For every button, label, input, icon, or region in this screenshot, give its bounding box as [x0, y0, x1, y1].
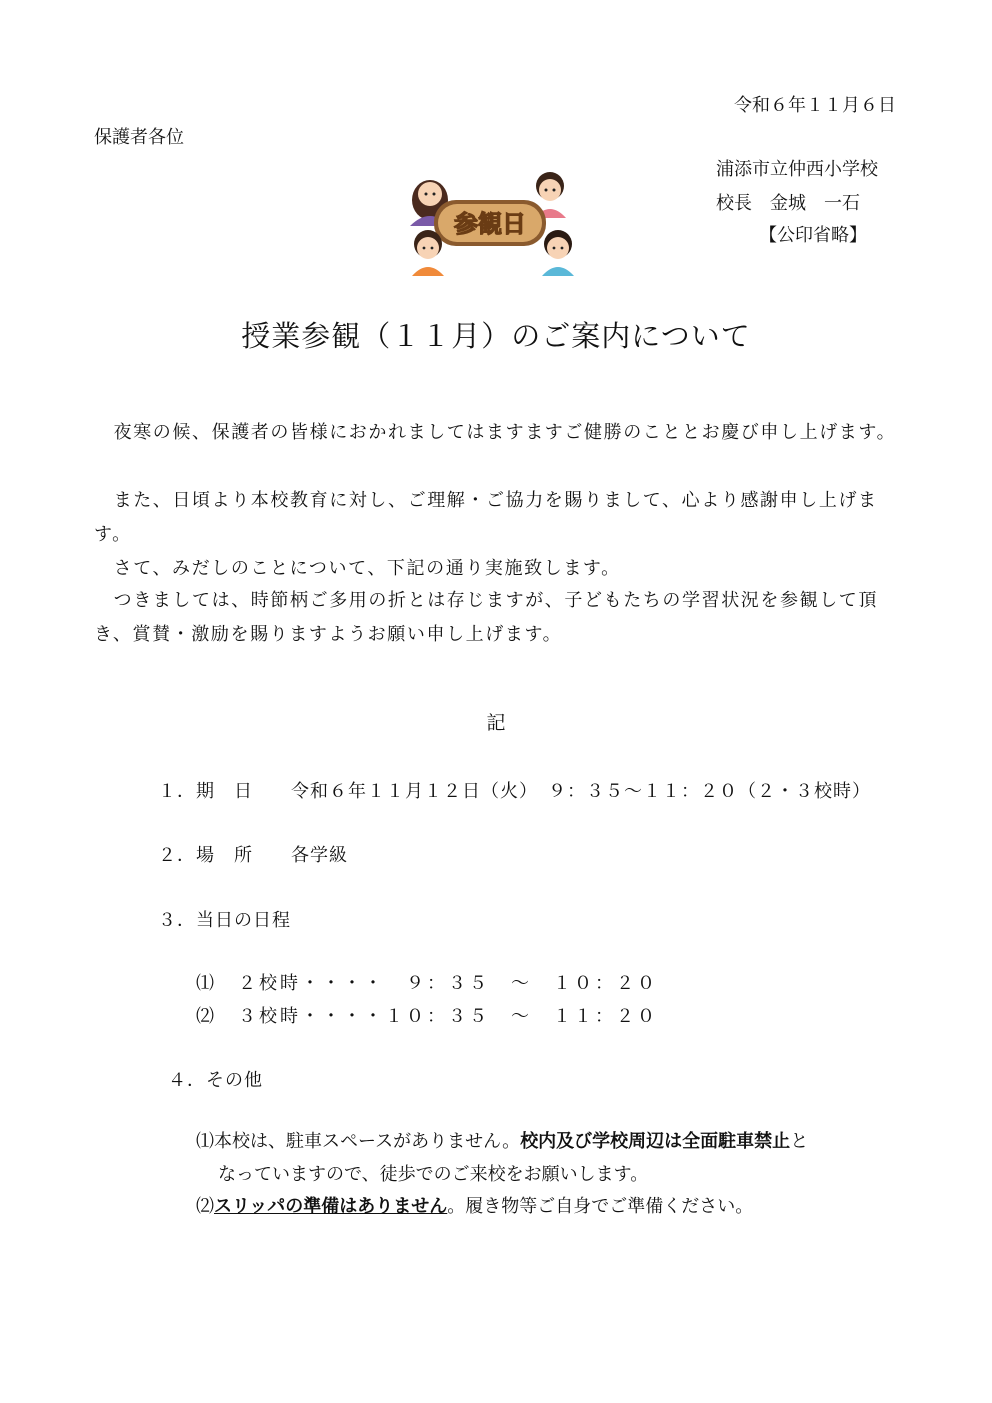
- addressee: 保護者各位: [94, 127, 184, 148]
- slipper-note-prefix: ⑵: [196, 1196, 214, 1217]
- slipper-note-tail: 。履き物等ご自身でご準備ください。: [447, 1196, 754, 1217]
- sign-text: 参観日: [454, 210, 526, 238]
- greeting-text: 夜寒の候、保護者の皆様におかれましてはますますご健勝のこととお慶び申し上げます。: [113, 422, 897, 443]
- purpose-paragraph: [94, 552, 900, 586]
- greeting-paragraph: [94, 416, 900, 450]
- parking-note-tail: と: [790, 1131, 809, 1152]
- slipper-note: [196, 1190, 902, 1223]
- schedule-line-1: ⑴ ２校時・・・・ ９：３５ ～ １０：２０: [196, 973, 658, 994]
- request-paragraph: [94, 584, 900, 652]
- document-title: 授業参観（１１月）のご案内について: [241, 319, 751, 353]
- schedule-line-2: ⑵ ３校時・・・・１０：３５ ～ １１：２０: [196, 1006, 658, 1027]
- principal-name: 校長 金城 一石: [716, 193, 860, 214]
- open-house-sign: [434, 200, 546, 246]
- school-name: 浦添市立仲西小学校: [716, 159, 878, 180]
- parking-note: [196, 1125, 902, 1191]
- thanks-paragraph: [94, 484, 900, 552]
- purpose-text: さて、みだしのことについて、下記の通り実施致します。: [113, 558, 621, 579]
- seal-omitted-note: 【公印省略】: [759, 225, 867, 246]
- no-parking-warning: 校内及び学校周辺は全面駐車禁止: [520, 1131, 791, 1152]
- other-heading: ４．その他: [168, 1070, 263, 1091]
- parking-note-line2: なっていますので、徒歩でのご来校をお願いします。: [218, 1164, 649, 1185]
- no-slippers-warning: スリッパの準備はありません: [214, 1196, 448, 1217]
- boy-figure-icon: [542, 230, 574, 276]
- open-house-illustration: [398, 164, 588, 280]
- date-item: １．期 日 令和６年１１月１２日（火） ９：３５～１１：２０（２・３校時）: [158, 781, 871, 802]
- ki-heading: 記: [486, 712, 506, 734]
- schedule-heading: ３．当日の日程: [158, 910, 291, 931]
- place-item: ２．場 所 各学級: [158, 845, 348, 866]
- document-date: 令和６年１１月６日: [734, 95, 896, 116]
- request-text: つきましては、時節柄ご多用の折とは存じますが、子どもたちの学習状況を参観して頂き、賞賛・激励を賜りますようお願い申し上げます。: [94, 590, 879, 645]
- thanks-text: また、日頃より本校教育に対し、ご理解・ご協力を賜りまして、心より感謝申し上げます。: [94, 490, 878, 545]
- girl-figure-icon: [412, 230, 444, 276]
- parking-note-text: ⑴本校は、駐車スペースがありません。: [196, 1131, 521, 1152]
